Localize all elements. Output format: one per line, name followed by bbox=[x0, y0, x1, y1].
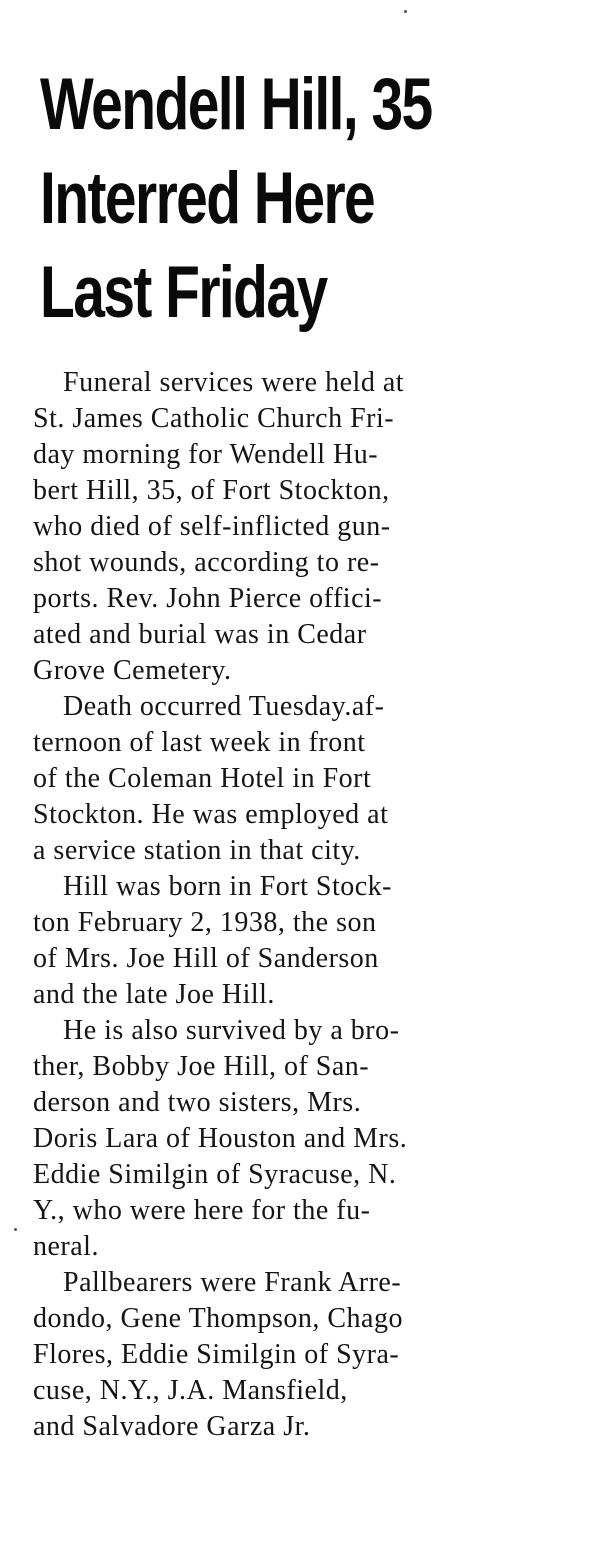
text-line: Hill was born in Fort Stock- bbox=[63, 871, 392, 902]
text-line: ated and burial was in Cedar bbox=[33, 619, 367, 650]
headline-line: Last Friday bbox=[40, 252, 327, 333]
text-line: bert Hill, 35, of Fort Stockton, bbox=[33, 475, 390, 506]
article-body bbox=[33, 365, 593, 1445]
paragraph-birth bbox=[33, 869, 593, 1013]
headline-line: Interred Here bbox=[40, 158, 375, 239]
paragraph-death bbox=[33, 689, 593, 869]
text-line: a service station in that city. bbox=[33, 835, 361, 866]
text-line: shot wounds, according to re- bbox=[33, 547, 380, 578]
paragraph-survivors bbox=[33, 1013, 593, 1265]
text-line: of the Coleman Hotel in Fort bbox=[33, 763, 372, 794]
text-line: Funeral services were held at bbox=[63, 367, 405, 398]
text-line: ternoon of last week in front bbox=[33, 727, 366, 758]
text-line: day morning for Wendell Hu- bbox=[33, 439, 379, 470]
print-speck bbox=[404, 10, 407, 13]
text-line: ther, Bobby Joe Hill, of San- bbox=[33, 1051, 370, 1082]
text-line: Grove Cemetery. bbox=[33, 655, 232, 686]
text-line: of Mrs. Joe Hill of Sanderson bbox=[33, 943, 379, 974]
text-line: Death occurred Tuesday.af- bbox=[63, 691, 385, 722]
text-line: and the late Joe Hill. bbox=[33, 979, 275, 1010]
headline bbox=[40, 58, 432, 340]
text-line: Stockton. He was employed at bbox=[33, 799, 389, 830]
text-line: ports. Rev. John Pierce offici- bbox=[33, 583, 383, 614]
text-line: dondo, Gene Thompson, Chago bbox=[33, 1303, 403, 1334]
text-line: St. James Catholic Church Fri- bbox=[33, 403, 395, 434]
text-line: Eddie Similgin of Syracuse, N. bbox=[33, 1159, 397, 1190]
paragraph-pallbearers bbox=[33, 1265, 593, 1445]
paragraph-funeral-services bbox=[33, 365, 593, 689]
text-line: Y., who were here for the fu- bbox=[33, 1195, 371, 1226]
text-line: He is also survived by a bro- bbox=[63, 1015, 400, 1046]
headline-line: Wendell Hill, 35 bbox=[40, 64, 432, 145]
text-line: who died of self-inflicted gun- bbox=[33, 511, 391, 542]
text-line: and Salvadore Garza Jr. bbox=[33, 1411, 311, 1442]
text-line: Pallbearers were Frank Arre- bbox=[63, 1267, 402, 1298]
text-line: ton February 2, 1938, the son bbox=[33, 907, 377, 938]
text-line: Doris Lara of Houston and Mrs. bbox=[33, 1123, 408, 1154]
text-line: cuse, N.Y., J.A. Mansfield, bbox=[33, 1375, 348, 1406]
text-line: Flores, Eddie Similgin of Syra- bbox=[33, 1339, 400, 1370]
text-line: neral. bbox=[33, 1231, 99, 1262]
print-speck bbox=[14, 1228, 17, 1231]
text-line: derson and two sisters, Mrs. bbox=[33, 1087, 362, 1118]
